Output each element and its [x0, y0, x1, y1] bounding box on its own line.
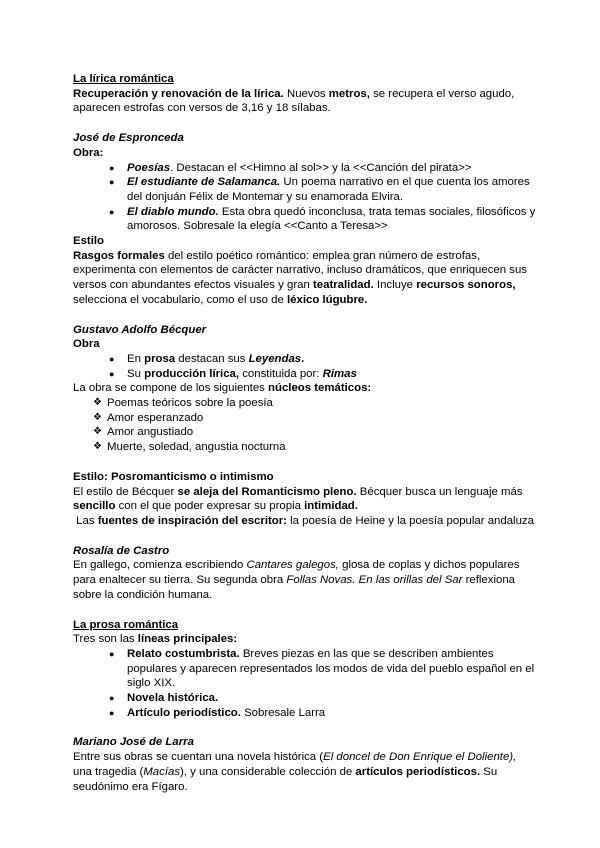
becquer-works [73, 352, 536, 381]
section-title-prosa: La prosa romántica [73, 618, 179, 631]
prosa-intro: Tres son las líneas principales: [73, 633, 238, 646]
obra-label: Obra [73, 338, 100, 351]
lirica-intro: Recuperación y renovación de la lírica. Nuevos metros, se recupera el verso agudo, aparecen estrofas con versos de 3,16 y 18 sílabas. [73, 87, 515, 115]
list-item: ● Poesías. Destacan el <<Himno al sol>> y la <<Canción del pirata>> [109, 161, 536, 176]
author-rosalia: Rosalía de Castro [73, 544, 170, 557]
obra-label: Obra: [73, 146, 104, 159]
larra-text: Entre sus obras se cuentan una novela histórica (El doncel de Don Enrique el Doliente), una tragedia (Macías), y una considerable colección de artículos periodísticos. Su seudónimo era Fígaro. [73, 751, 517, 793]
becquer-fuentes: Las fuentes de inspiración del escritor: la poesía de Heine y la poesía popular andaluza [73, 514, 534, 527]
becquer-estilo-label: Estilo: Posromanticismo o intimismo [73, 470, 274, 483]
becquer-estilo: El estilo de Bécquer se aleja del Romanticismo pleno. Bécquer busca un lenguaje más sencillo con el que poder expresar su propia intimidad. [73, 485, 523, 513]
list-item: ❖ Muerte, soledad, angustia nocturna [93, 440, 536, 455]
list-item: ● En prosa destacan sus Leyendas. [109, 352, 536, 367]
espronceda-works [73, 161, 536, 235]
becquer-temas [73, 396, 536, 455]
becquer-nucleos: La obra se compone de los siguientes núcleos temáticos: [73, 382, 372, 395]
list-item: ❖ Amor angustiado [93, 425, 536, 440]
author-espronceda: José de Espronceda [73, 132, 184, 145]
list-item: ❖ Poemas teóricos sobre la poesía [93, 396, 536, 411]
author-becquer: Gustavo Adolfo Bécquer [73, 323, 207, 336]
list-item: ● El diablo mundo. Esta obra quedó inconclusa, trata temas sociales, filosóficos y amorosos. Sobresale la elegía <<Canto a Teresa>> [109, 205, 536, 234]
section-title-lirica: La lírica romántica [73, 73, 174, 85]
espronceda-estilo: Rasgos formales del estilo poético romántico: emplea gran número de estrofas, experimenta con elementos de carácter narrativo, incluso dramáticos, que enriquecen sus versos con abundantes efectos visuales y gran teatralidad. Incluye recursos sonoros, selecciona el vocabulario, como el uso de léxico lúgubre. [73, 249, 527, 306]
rosalia-text: En gallego, comienza escribiendo Cantares galegos, glosa de coplas y dichos populares para enaltecer su tierra. Su segunda obra Follas Novas. En las orillas del Sar reflexiona sobre la condición humana. [73, 559, 520, 601]
list-item: ❖ Amor esperanzado [93, 411, 536, 426]
estilo-label: Estilo [73, 235, 105, 248]
prosa-lines [73, 647, 536, 721]
author-larra: Mariano José de Larra [73, 736, 194, 749]
list-item: ● El estudiante de Salamanca. Un poema narrativo en el que cuenta los amores del donjuán Félix de Montemar y su enamorada Elvira. [109, 175, 536, 204]
list-item: ● Novela histórica. [109, 691, 536, 706]
list-item: ● Relato costumbrista. Breves piezas en las que se describen ambientes populares y aparecen representados los modos de vida del pueblo español en el siglo XIX. [109, 647, 536, 691]
list-item: ● Su producción lírica, constituida por: Rimas [109, 367, 536, 382]
list-item: ● Artículo periodístico. Sobresale Larra [109, 706, 536, 721]
